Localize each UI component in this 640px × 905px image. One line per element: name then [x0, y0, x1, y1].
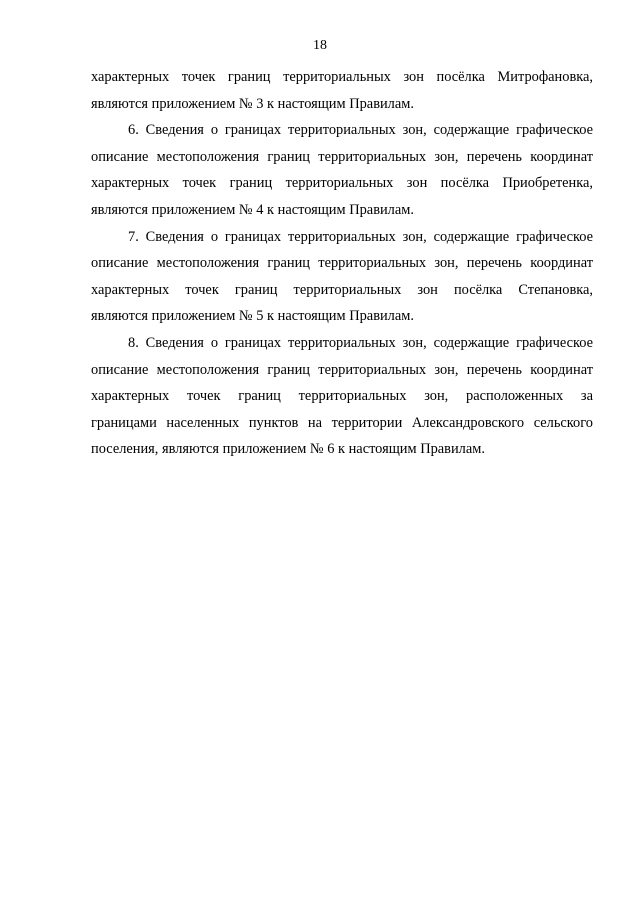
text-line: описание местоположения границ территориальных зон, перечень координат: [91, 255, 593, 272]
text-line: 7. Сведения о границах территориальных зон, содержащие графическое: [128, 228, 593, 245]
text-line: границами населенных пунктов на территории Александровского сельского: [91, 414, 593, 431]
paragraph: [91, 64, 593, 117]
text-line: поселения, являются приложением № 6 к настоящим Правилам.: [91, 441, 485, 458]
paragraph: [91, 224, 593, 330]
text-line: 8. Сведения о границах территориальных зон, содержащие графическое: [128, 334, 593, 351]
document-body: [91, 64, 593, 463]
text-line: являются приложением № 4 к настоящим Правилам.: [91, 201, 414, 218]
text-line: описание местоположения границ территориальных зон, перечень координат: [91, 148, 593, 165]
paragraph: [91, 330, 593, 463]
text-line: описание местоположения границ территориальных зон, перечень координат: [91, 361, 593, 378]
page-number: 18: [313, 38, 327, 53]
text-line: 6. Сведения о границах территориальных зон, содержащие графическое: [128, 122, 593, 139]
text-line: характерных точек границ территориальных зон, расположенных за: [91, 388, 593, 405]
paragraph: [91, 117, 593, 223]
text-line: являются приложением № 5 к настоящим Правилам.: [91, 308, 414, 325]
text-line: являются приложением № 3 к настоящим Правилам.: [91, 95, 414, 112]
text-line: характерных точек границ территориальных зон посёлка Митрофановка,: [91, 69, 593, 85]
text-line: характерных точек границ территориальных зон посёлка Степановка,: [91, 281, 593, 298]
text-line: характерных точек границ территориальных зон посёлка Приобретенка,: [91, 175, 593, 192]
